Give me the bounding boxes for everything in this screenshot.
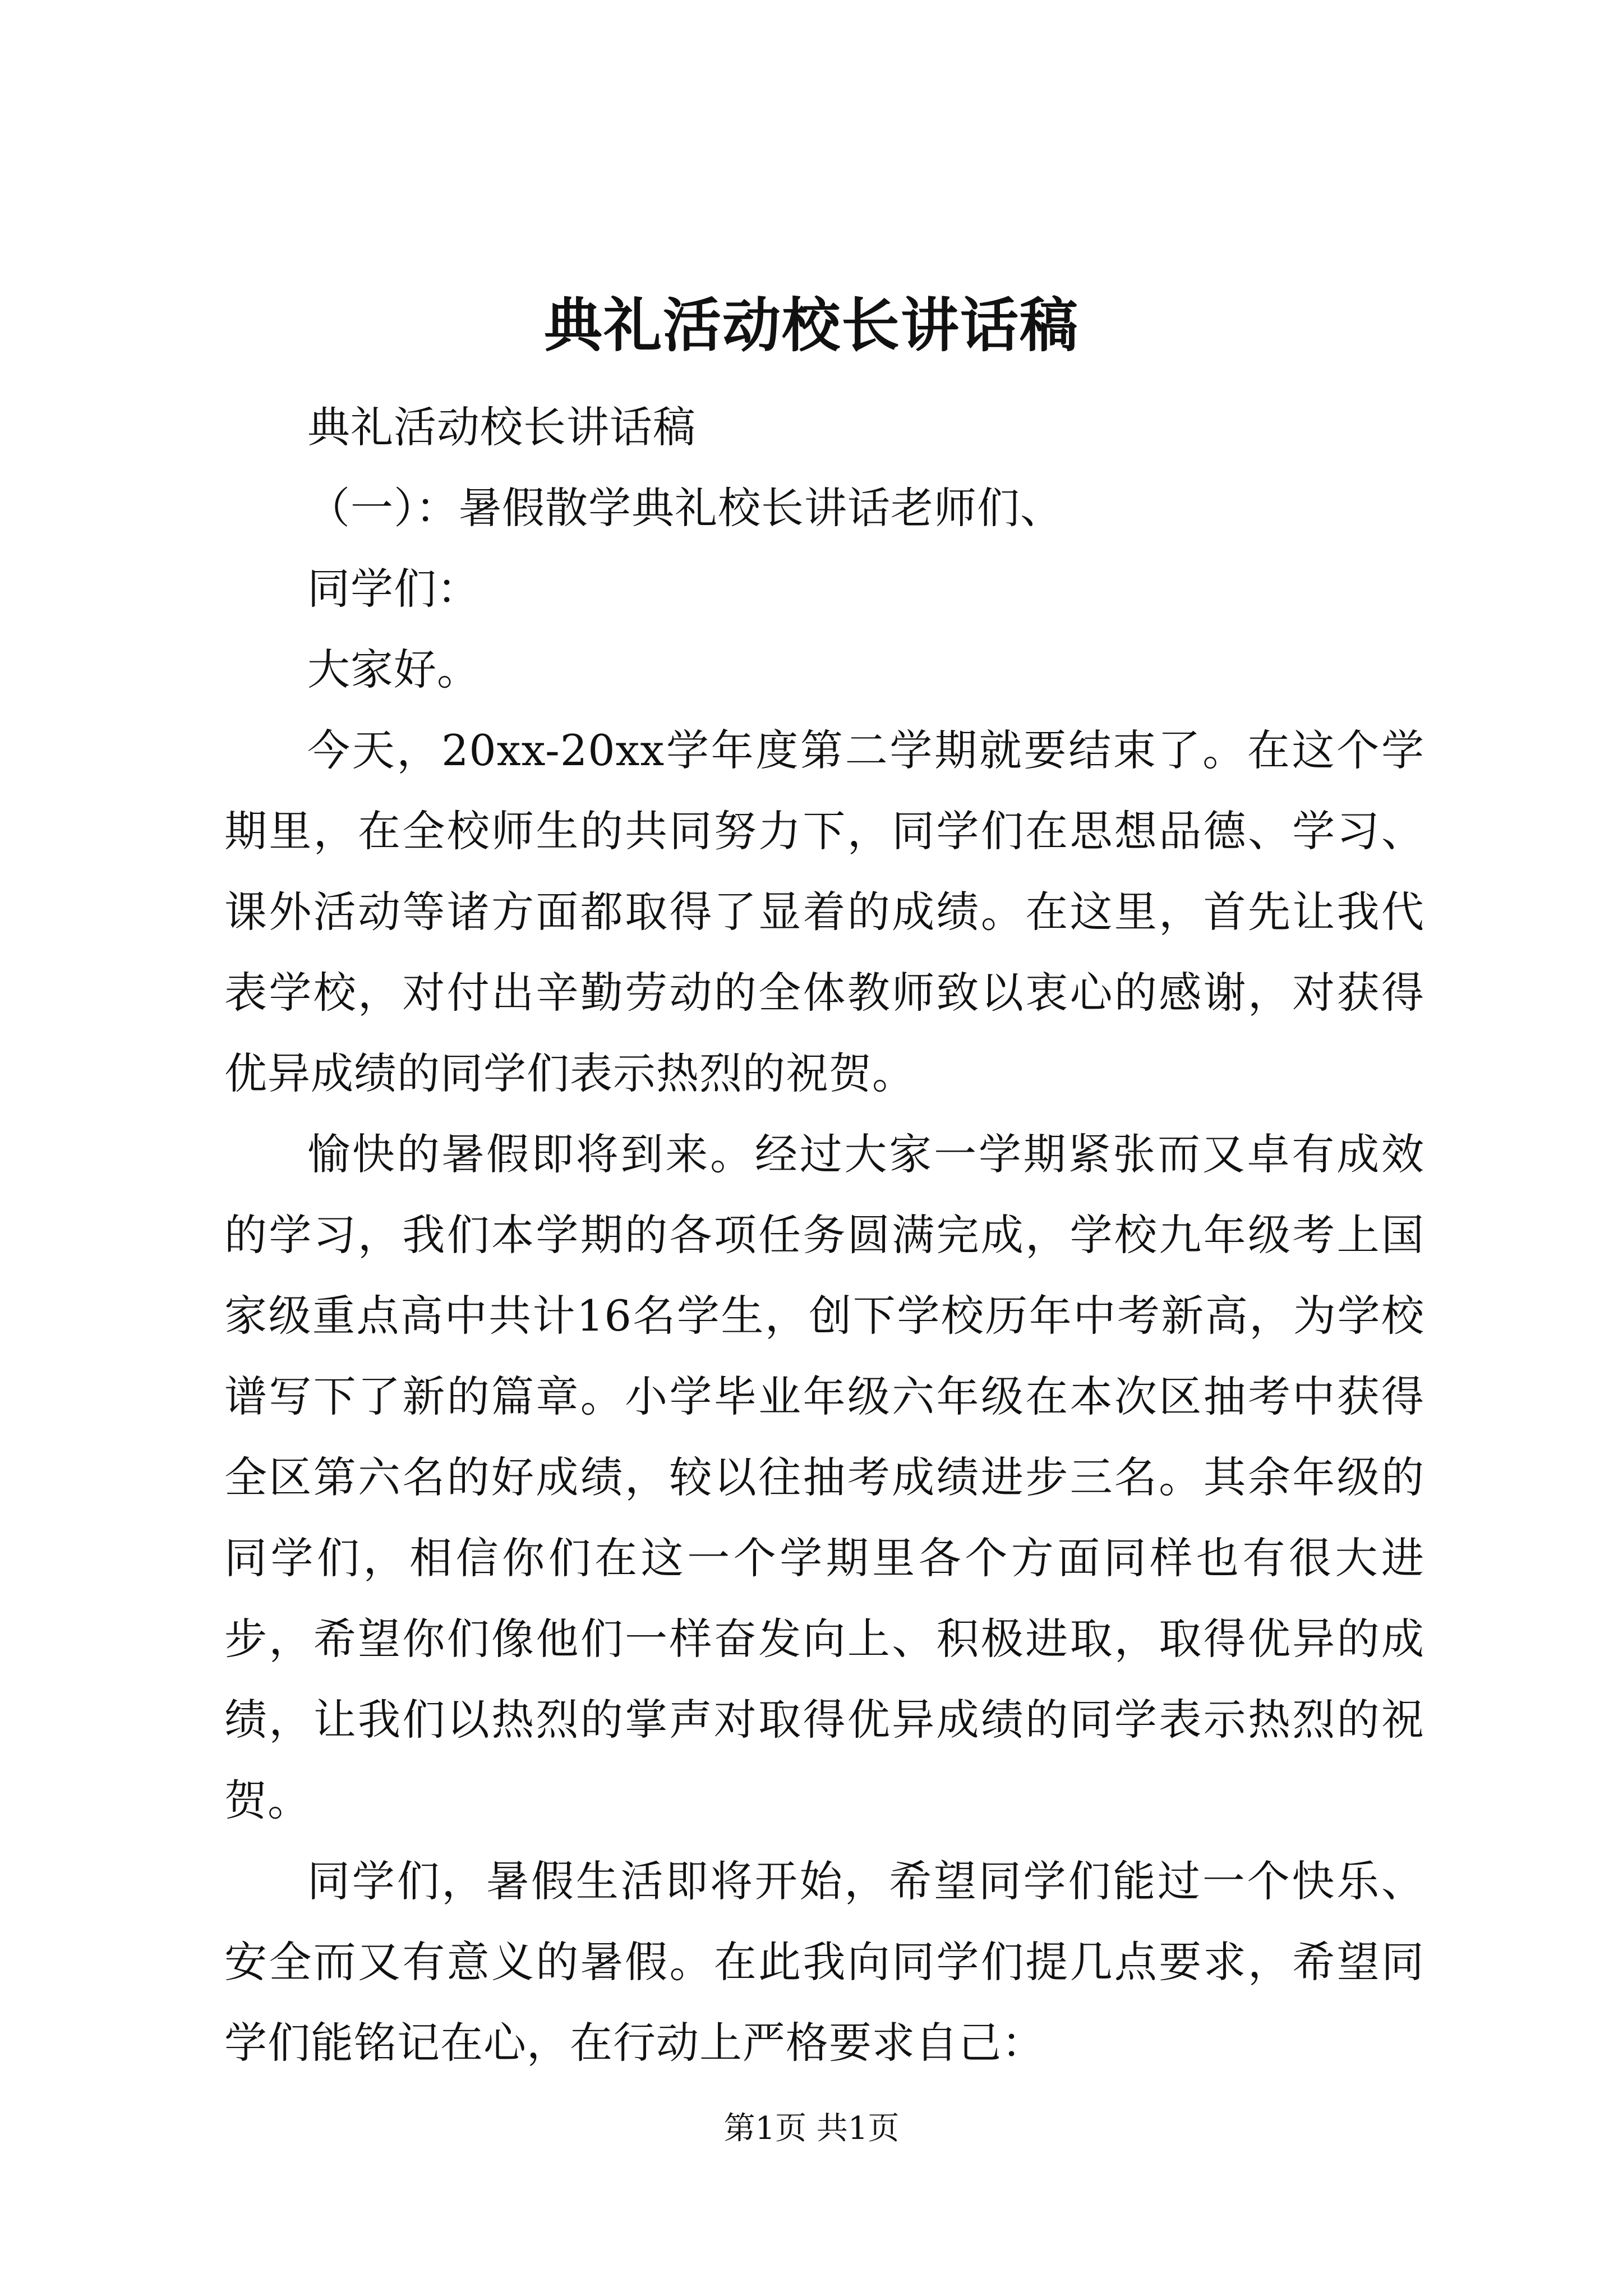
page-footer: 第1页 共1页 [723,2110,900,2147]
document-title: 典礼活动校长讲话稿 [543,291,1079,360]
paragraph-greeting: 大家好。 [307,645,480,694]
paragraph-salutation: 同学们： [307,564,480,614]
paragraph-body-2: 愉快的暑假即将到来。经过大家一学期紧张而又卓有成效的学习，我们本学期的各项任务圆满完成，学校九年级考上国家级重点高中共计16名学生，创下学校历年中考新高，为学校谱写下了新的篇章。小学毕业年级六年级在本次区抽考中获得全区第六名的好成绩，较以往抽考成绩进步三名。其余年级的同学们，相信你们在这一个学期里各个方面同样也有很大进步，希望你们像他们一样奋发向上、积极进取，取得优异的成绩，让我们以热烈的掌声对取得优异成绩的同学表示热烈的祝贺。 [224,1129,1424,1825]
paragraph-body-1: 今天，20xx-20xx学年度第二学期就要结束了。在这个学期里，在全校师生的共同努力下，同学们在思想品德、学习、课外活动等诸方面都取得了显着的成绩。在这里，首先让我代表学校，对付出辛勤劳动的全体教师致以衷心的感谢，对获得优异成绩的同学们表示热烈的祝贺。 [224,725,1424,1098]
paragraph-body-3: 同学们，暑假生活即将开始，希望同学们能过一个快乐、安全而又有意义的暑假。在此我向同学们提几点要求，希望同学们能铭记在心，在行动上严格要求自己： [224,1856,1424,2068]
paragraph-section-heading: （一）：暑假散学典礼校长讲话老师们、 [307,483,1063,533]
document-body [224,387,1424,2083]
paragraph-subtitle: 典礼活动校长讲话稿 [307,402,696,452]
